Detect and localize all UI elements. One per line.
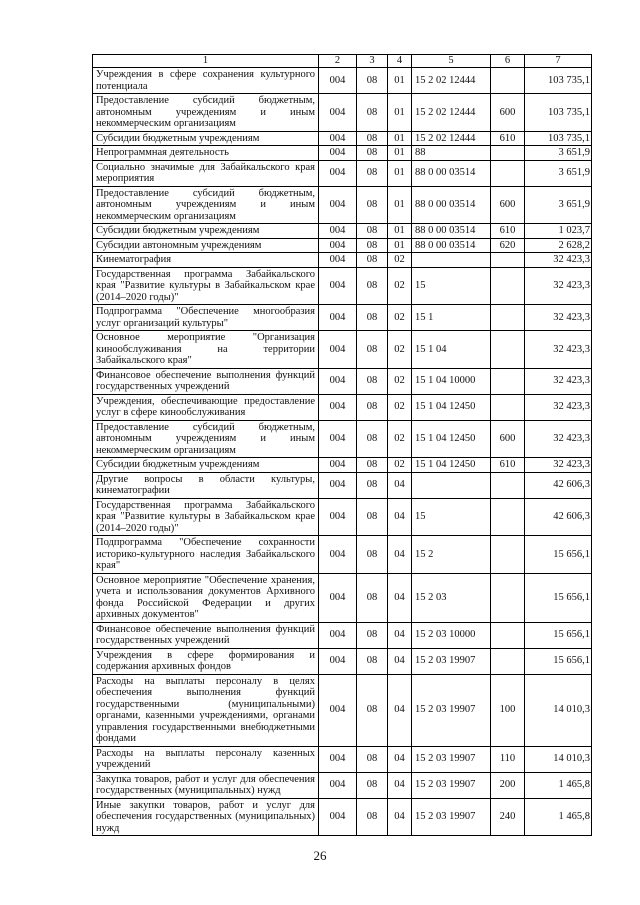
target-article-cell: 15 2 02 12444 <box>412 94 491 132</box>
amount-cell: 14 010,3 <box>525 674 592 746</box>
section-code-cell: 08 <box>357 68 388 94</box>
department-code-cell: 004 <box>319 798 357 836</box>
expense-name-cell: Субсидии бюджетным учреждениям <box>93 224 319 239</box>
section-code-cell: 08 <box>357 420 388 458</box>
amount-cell: 1 023,7 <box>525 224 592 239</box>
amount-cell: 103 735,1 <box>525 94 592 132</box>
section-code-cell: 08 <box>357 131 388 146</box>
table-row <box>93 674 592 746</box>
department-code-cell: 004 <box>319 68 357 94</box>
amount-cell: 1 465,8 <box>525 772 592 798</box>
expense-name-cell: Расходы на выплаты персоналу казенных учреждений <box>93 746 319 772</box>
table-row <box>93 146 592 161</box>
table-row <box>93 224 592 239</box>
table-row <box>93 253 592 268</box>
expense-name-cell: Субсидии бюджетным учреждениям <box>93 131 319 146</box>
table-body <box>93 68 592 836</box>
expense-name-cell: Финансовое обеспечение выполнения функций государственных учреждений <box>93 622 319 648</box>
table-row <box>93 160 592 186</box>
department-code-cell: 004 <box>319 267 357 305</box>
table-row <box>93 622 592 648</box>
section-code-cell: 08 <box>357 648 388 674</box>
section-code-cell: 08 <box>357 238 388 253</box>
target-article-cell: 15 1 04 <box>412 331 491 369</box>
subsection-code-cell: 04 <box>388 746 412 772</box>
expense-name-cell: Предоставление субсидий бюджетным, автономным учреждениям и иным некоммерческим организациям <box>93 94 319 132</box>
subsection-code-cell: 04 <box>388 648 412 674</box>
section-code-cell: 08 <box>357 160 388 186</box>
section-code-cell: 08 <box>357 536 388 574</box>
subsection-code-cell: 02 <box>388 267 412 305</box>
expense-name-cell: Учреждения, обеспечивающие предоставление услуг в сфере кинообслуживания <box>93 394 319 420</box>
expense-name-cell: Субсидии бюджетным учреждениям <box>93 458 319 473</box>
department-code-cell: 004 <box>319 458 357 473</box>
subsection-code-cell: 02 <box>388 420 412 458</box>
table-row <box>93 472 592 498</box>
expense-type-cell <box>491 472 525 498</box>
amount-cell: 32 423,3 <box>525 368 592 394</box>
expense-type-cell <box>491 536 525 574</box>
subsection-code-cell: 04 <box>388 798 412 836</box>
table-row <box>93 186 592 224</box>
department-code-cell: 004 <box>319 772 357 798</box>
target-article-cell: 15 2 02 12444 <box>412 131 491 146</box>
expense-name-cell: Подпрограмма "Обеспечение многообразия услуг организаций культуры" <box>93 305 319 331</box>
subsection-code-cell: 01 <box>388 146 412 161</box>
subsection-code-cell: 01 <box>388 131 412 146</box>
target-article-cell: 15 2 03 19907 <box>412 772 491 798</box>
department-code-cell: 004 <box>319 305 357 331</box>
department-code-cell: 004 <box>319 131 357 146</box>
expense-type-cell <box>491 305 525 331</box>
section-code-cell: 08 <box>357 798 388 836</box>
subsection-code-cell: 02 <box>388 458 412 473</box>
table-row <box>93 368 592 394</box>
target-article-cell: 88 0 00 03514 <box>412 224 491 239</box>
subsection-code-cell: 04 <box>388 536 412 574</box>
target-article-cell: 15 2 03 <box>412 573 491 622</box>
target-article-cell: 88 0 00 03514 <box>412 160 491 186</box>
subsection-code-cell: 01 <box>388 160 412 186</box>
amount-cell: 32 423,3 <box>525 420 592 458</box>
department-code-cell: 004 <box>319 573 357 622</box>
target-article-cell: 15 2 03 19907 <box>412 674 491 746</box>
department-code-cell: 004 <box>319 498 357 536</box>
amount-cell: 32 423,3 <box>525 458 592 473</box>
section-code-cell: 08 <box>357 458 388 473</box>
target-article-cell: 15 2 03 19907 <box>412 746 491 772</box>
column-header: 7 <box>525 55 592 68</box>
table-row <box>93 94 592 132</box>
subsection-code-cell: 01 <box>388 94 412 132</box>
subsection-code-cell: 02 <box>388 394 412 420</box>
amount-cell: 2 628,2 <box>525 238 592 253</box>
expense-name-cell: Кинематография <box>93 253 319 268</box>
amount-cell: 1 465,8 <box>525 798 592 836</box>
target-article-cell: 15 <box>412 498 491 536</box>
department-code-cell: 004 <box>319 146 357 161</box>
subsection-code-cell: 02 <box>388 253 412 268</box>
department-code-cell: 004 <box>319 472 357 498</box>
department-code-cell: 004 <box>319 394 357 420</box>
expense-type-cell: 100 <box>491 674 525 746</box>
table-row <box>93 331 592 369</box>
section-code-cell: 08 <box>357 146 388 161</box>
amount-cell: 15 656,1 <box>525 536 592 574</box>
expense-type-cell <box>491 267 525 305</box>
expense-type-cell: 600 <box>491 420 525 458</box>
subsection-code-cell: 02 <box>388 368 412 394</box>
expense-type-cell: 610 <box>491 224 525 239</box>
amount-cell: 32 423,3 <box>525 305 592 331</box>
amount-cell: 15 656,1 <box>525 573 592 622</box>
amount-cell: 15 656,1 <box>525 622 592 648</box>
department-code-cell: 004 <box>319 368 357 394</box>
subsection-code-cell: 01 <box>388 224 412 239</box>
amount-cell: 103 735,1 <box>525 131 592 146</box>
target-article-cell: 15 2 03 19907 <box>412 798 491 836</box>
department-code-cell: 004 <box>319 224 357 239</box>
expense-type-cell: 610 <box>491 131 525 146</box>
table-row <box>93 498 592 536</box>
section-code-cell: 08 <box>357 674 388 746</box>
subsection-code-cell: 04 <box>388 498 412 536</box>
column-header: 4 <box>388 55 412 68</box>
expense-type-cell <box>491 622 525 648</box>
column-header: 3 <box>357 55 388 68</box>
table-row <box>93 267 592 305</box>
expense-name-cell: Непрограммная деятельность <box>93 146 319 161</box>
expense-type-cell: 110 <box>491 746 525 772</box>
target-article-cell: 88 0 00 03514 <box>412 186 491 224</box>
target-article-cell <box>412 472 491 498</box>
amount-cell: 103 735,1 <box>525 68 592 94</box>
subsection-code-cell: 01 <box>388 68 412 94</box>
department-code-cell: 004 <box>319 186 357 224</box>
department-code-cell: 004 <box>319 536 357 574</box>
target-article-cell: 15 1 04 10000 <box>412 368 491 394</box>
expense-name-cell: Подпрограмма "Обеспечение сохранности историко-культурного наследия Забайкальского края" <box>93 536 319 574</box>
table-header-row <box>93 55 592 68</box>
target-article-cell: 15 <box>412 267 491 305</box>
section-code-cell: 08 <box>357 622 388 648</box>
expense-name-cell: Другие вопросы в области культуры, кинематографии <box>93 472 319 498</box>
page-number: 26 <box>313 848 327 863</box>
target-article-cell: 15 2 <box>412 536 491 574</box>
amount-cell: 3 651,9 <box>525 186 592 224</box>
department-code-cell: 004 <box>319 674 357 746</box>
target-article-cell: 15 1 04 12450 <box>412 394 491 420</box>
target-article-cell: 15 2 03 10000 <box>412 622 491 648</box>
section-code-cell: 08 <box>357 498 388 536</box>
amount-cell: 3 651,9 <box>525 146 592 161</box>
amount-cell: 32 423,3 <box>525 331 592 369</box>
section-code-cell: 08 <box>357 746 388 772</box>
target-article-cell: 15 1 <box>412 305 491 331</box>
expense-name-cell: Иные закупки товаров, работ и услуг для обеспечения государственных (муниципальных) нужд <box>93 798 319 836</box>
department-code-cell: 004 <box>319 648 357 674</box>
expense-type-cell: 200 <box>491 772 525 798</box>
expense-type-cell: 600 <box>491 186 525 224</box>
expense-name-cell: Основное мероприятие "Организация кинообслуживания на территории Забайкальского края" <box>93 331 319 369</box>
amount-cell: 3 651,9 <box>525 160 592 186</box>
table-row <box>93 238 592 253</box>
target-article-cell: 15 2 02 12444 <box>412 68 491 94</box>
table-row <box>93 131 592 146</box>
subsection-code-cell: 01 <box>388 238 412 253</box>
amount-cell: 15 656,1 <box>525 648 592 674</box>
department-code-cell: 004 <box>319 622 357 648</box>
subsection-code-cell: 04 <box>388 674 412 746</box>
section-code-cell: 08 <box>357 224 388 239</box>
amount-cell: 14 010,3 <box>525 746 592 772</box>
expense-name-cell: Субсидии автономным учреждениям <box>93 238 319 253</box>
table-row <box>93 648 592 674</box>
amount-cell: 32 423,3 <box>525 394 592 420</box>
expense-name-cell: Социально значимые для Забайкальского края мероприятия <box>93 160 319 186</box>
amount-cell: 32 423,3 <box>525 267 592 305</box>
expense-name-cell: Учреждения в сфере формирования и содержания архивных фондов <box>93 648 319 674</box>
table-row <box>93 798 592 836</box>
department-code-cell: 004 <box>319 94 357 132</box>
section-code-cell: 08 <box>357 267 388 305</box>
subsection-code-cell: 02 <box>388 331 412 369</box>
subsection-code-cell: 04 <box>388 622 412 648</box>
table-row <box>93 420 592 458</box>
expense-type-cell <box>491 498 525 536</box>
expense-name-cell: Основное мероприятие "Обеспечение хранения, учета и использования документов Архивного фонда Российской Федерации и других архивных документов" <box>93 573 319 622</box>
expense-name-cell: Предоставление субсидий бюджетным, автономным учреждениям и иным некоммерческим организациям <box>93 186 319 224</box>
expense-name-cell: Государственная программа Забайкальского края "Развитие культуры в Забайкальском крае (2014–2020 годы)" <box>93 267 319 305</box>
subsection-code-cell: 04 <box>388 772 412 798</box>
column-header: 1 <box>93 55 319 68</box>
subsection-code-cell: 04 <box>388 472 412 498</box>
department-code-cell: 004 <box>319 253 357 268</box>
department-code-cell: 004 <box>319 420 357 458</box>
expense-name-cell: Государственная программа Забайкальского края "Развитие культуры в Забайкальском крае (2014–2020 годы)" <box>93 498 319 536</box>
subsection-code-cell: 04 <box>388 573 412 622</box>
section-code-cell: 08 <box>357 253 388 268</box>
expense-name-cell: Предоставление субсидий бюджетным, автономным учреждениям и иным некоммерческим организациям <box>93 420 319 458</box>
amount-cell: 42 606,3 <box>525 472 592 498</box>
subsection-code-cell: 01 <box>388 186 412 224</box>
budget-table <box>92 54 592 836</box>
section-code-cell: 08 <box>357 94 388 132</box>
expense-name-cell: Финансовое обеспечение выполнения функций государственных учреждений <box>93 368 319 394</box>
table-row <box>93 536 592 574</box>
section-code-cell: 08 <box>357 772 388 798</box>
expense-type-cell: 240 <box>491 798 525 836</box>
amount-cell: 32 423,3 <box>525 253 592 268</box>
section-code-cell: 08 <box>357 186 388 224</box>
target-article-cell: 15 1 04 12450 <box>412 420 491 458</box>
expense-type-cell <box>491 368 525 394</box>
table-row <box>93 394 592 420</box>
target-article-cell <box>412 253 491 268</box>
department-code-cell: 004 <box>319 238 357 253</box>
column-header: 5 <box>412 55 491 68</box>
section-code-cell: 08 <box>357 573 388 622</box>
target-article-cell: 88 <box>412 146 491 161</box>
target-article-cell: 88 0 00 03514 <box>412 238 491 253</box>
column-header: 6 <box>491 55 525 68</box>
target-article-cell: 15 2 03 19907 <box>412 648 491 674</box>
expense-type-cell <box>491 146 525 161</box>
table-row <box>93 746 592 772</box>
department-code-cell: 004 <box>319 331 357 369</box>
expense-type-cell <box>491 68 525 94</box>
expense-type-cell: 610 <box>491 458 525 473</box>
table-row <box>93 458 592 473</box>
expense-type-cell <box>491 573 525 622</box>
section-code-cell: 08 <box>357 305 388 331</box>
amount-cell: 42 606,3 <box>525 498 592 536</box>
expense-type-cell <box>491 331 525 369</box>
table-row <box>93 573 592 622</box>
expense-type-cell <box>491 160 525 186</box>
expense-type-cell <box>491 394 525 420</box>
subsection-code-cell: 02 <box>388 305 412 331</box>
department-code-cell: 004 <box>319 160 357 186</box>
expense-type-cell <box>491 253 525 268</box>
target-article-cell: 15 1 04 12450 <box>412 458 491 473</box>
column-header: 2 <box>319 55 357 68</box>
department-code-cell: 004 <box>319 746 357 772</box>
table-row <box>93 68 592 94</box>
expense-name-cell: Расходы на выплаты персоналу в целях обеспечения выполнения функций государственными (муниципальными) органами, казенными учреждениями, органами управления государственными внебюджетными фондами <box>93 674 319 746</box>
expense-name-cell: Закупка товаров, работ и услуг для обеспечения государственных (муниципальных) нужд <box>93 772 319 798</box>
section-code-cell: 08 <box>357 394 388 420</box>
section-code-cell: 08 <box>357 368 388 394</box>
section-code-cell: 08 <box>357 331 388 369</box>
expense-name-cell: Учреждения в сфере сохранения культурного потенциала <box>93 68 319 94</box>
section-code-cell: 08 <box>357 472 388 498</box>
expense-type-cell: 600 <box>491 94 525 132</box>
table-row <box>93 772 592 798</box>
expense-type-cell <box>491 648 525 674</box>
expense-type-cell: 620 <box>491 238 525 253</box>
table-row <box>93 305 592 331</box>
